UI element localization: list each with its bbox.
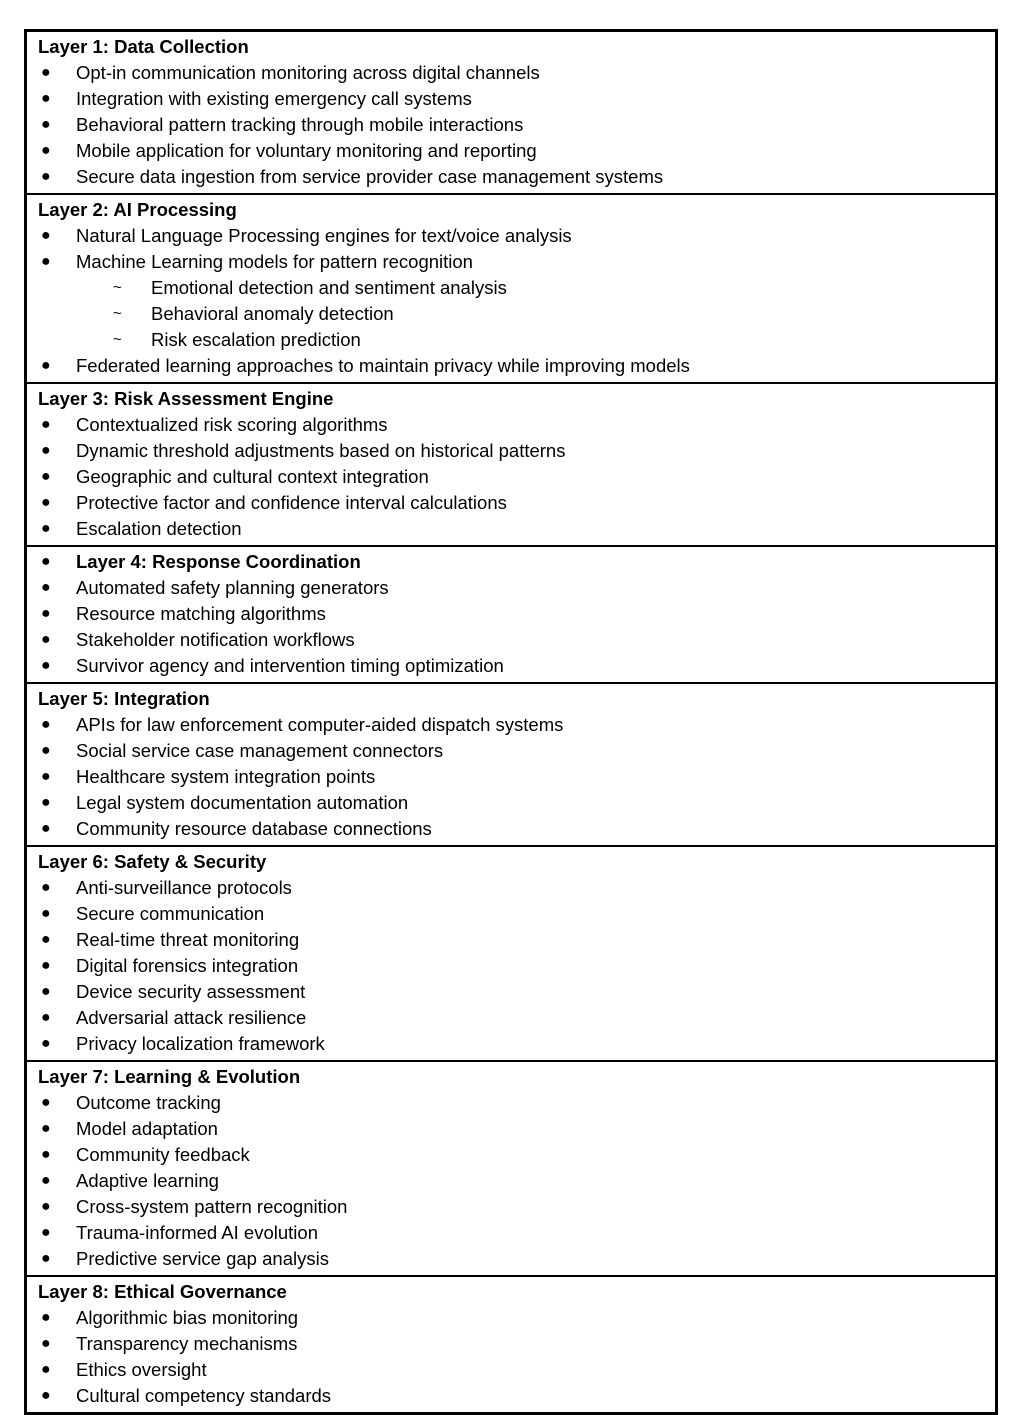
bullet-icon: ●: [41, 1035, 51, 1052]
bullet-icon: ●: [41, 168, 51, 185]
layer-section-6: [27, 845, 995, 1060]
layer-section-2: [27, 193, 995, 382]
bullet-icon: ●: [41, 1361, 51, 1378]
list-item: [27, 1357, 995, 1383]
list-item: [27, 464, 995, 490]
list-item-text: Digital forensics integration: [76, 955, 299, 976]
bullet-icon: ●: [41, 768, 51, 785]
list-item: [27, 1031, 995, 1057]
list-item: [27, 575, 995, 601]
layer-heading-bullet-text: Layer 4: Response Coordination: [76, 551, 361, 572]
layer-section-8: [27, 1275, 995, 1412]
list-item: [27, 60, 995, 86]
bullet-icon: ●: [41, 579, 51, 596]
bullet-icon: ●: [41, 879, 51, 896]
list-item: [27, 627, 995, 653]
list-item-text: Opt-in communication monitoring across digital channels: [76, 62, 540, 83]
list-item-text: Survivor agency and intervention timing optimization: [76, 655, 504, 676]
list-item: [27, 601, 995, 627]
list-item-text: Social service case management connectors: [76, 740, 444, 761]
list-item-text: Natural Language Processing engines for text/voice analysis: [76, 225, 572, 246]
bullet-icon: ●: [41, 1146, 51, 1163]
bullet-icon: ●: [41, 957, 51, 974]
list-item-text: Federated learning approaches to maintain privacy while improving models: [76, 355, 690, 376]
list-item: [27, 738, 995, 764]
list-item: [27, 927, 995, 953]
sub-list-item: [27, 275, 995, 301]
tilde-bullet-icon: ~: [113, 331, 122, 348]
bullet-icon: ●: [41, 1250, 51, 1267]
bullet-icon: ●: [41, 1387, 51, 1404]
tilde-bullet-icon: ~: [113, 305, 122, 322]
bullet-icon: ●: [41, 90, 51, 107]
list-item: [27, 164, 995, 190]
layer-heading: Layer 2: AI Processing: [38, 199, 237, 220]
bullet-icon: ●: [41, 520, 51, 537]
bullet-icon: ●: [41, 64, 51, 81]
list-item-text: Real-time threat monitoring: [76, 929, 300, 950]
bullet-icon: ●: [41, 1224, 51, 1241]
bullet-icon: ●: [41, 253, 51, 270]
list-item: [27, 353, 995, 379]
bullet-icon: ●: [41, 1198, 51, 1215]
list-item-text: Cultural competency standards: [76, 1385, 332, 1406]
list-item-text: Behavioral anomaly detection: [151, 303, 394, 324]
list-item: [27, 249, 995, 275]
list-item-text: Risk escalation prediction: [151, 329, 361, 350]
list-item: [27, 764, 995, 790]
list-item-text: Community feedback: [76, 1144, 250, 1165]
bullet-icon: ●: [41, 820, 51, 837]
list-item: [27, 412, 995, 438]
list-item: [27, 1168, 995, 1194]
list-item: [27, 712, 995, 738]
list-item: [27, 1194, 995, 1220]
bullet-icon: ●: [41, 1094, 51, 1111]
list-item-text: APIs for law enforcement computer-aided dispatch systems: [76, 714, 564, 735]
bullet-icon: ●: [41, 416, 51, 433]
list-item-text: Predictive service gap analysis: [76, 1248, 329, 1269]
list-item-text: Outcome tracking: [76, 1092, 221, 1113]
list-item: [27, 516, 995, 542]
layer-heading: Layer 1: Data Collection: [38, 36, 249, 57]
bullet-icon: ●: [41, 1009, 51, 1026]
bullet-icon: ●: [41, 794, 51, 811]
layer-section-4: [27, 545, 995, 682]
list-item-text: Protective factor and confidence interval calculations: [76, 492, 507, 513]
list-item-text: Behavioral pattern tracking through mobile interactions: [76, 114, 524, 135]
list-item-text: Model adaptation: [76, 1118, 218, 1139]
layer-heading: Layer 8: Ethical Governance: [38, 1281, 287, 1302]
list-item-text: Contextualized risk scoring algorithms: [76, 414, 388, 435]
list-item: [27, 1220, 995, 1246]
bullet-icon: ●: [41, 983, 51, 1000]
bullet-icon: ●: [41, 657, 51, 674]
list-item: [27, 901, 995, 927]
list-item-text: Device security assessment: [76, 981, 306, 1002]
bullet-icon: ●: [41, 1172, 51, 1189]
list-item-text: Geographic and cultural context integration: [76, 466, 429, 487]
bullet-icon: ●: [41, 1309, 51, 1326]
list-item: [27, 138, 995, 164]
list-item: [27, 1305, 995, 1331]
list-item-text: Integration with existing emergency call systems: [76, 88, 472, 109]
list-item: [27, 112, 995, 138]
list-item: [27, 438, 995, 464]
list-item-text: Community resource database connections: [76, 818, 432, 839]
list-item-text: Mobile application for voluntary monitoring and reporting: [76, 140, 537, 161]
tilde-bullet-icon: ~: [113, 279, 122, 296]
layer-section-1: [27, 32, 995, 193]
list-item-text: Stakeholder notification workflows: [76, 629, 355, 650]
list-item: [27, 1331, 995, 1357]
bullet-icon: ●: [41, 716, 51, 733]
bullet-icon: ●: [41, 494, 51, 511]
list-item: [27, 953, 995, 979]
list-item-text: Healthcare system integration points: [76, 766, 376, 787]
list-item: [27, 653, 995, 679]
list-item: [27, 790, 995, 816]
layer-heading: Layer 7: Learning & Evolution: [38, 1066, 301, 1087]
list-item-text: Algorithmic bias monitoring: [76, 1307, 299, 1328]
sub-list-item: [27, 301, 995, 327]
list-item-text: Machine Learning models for pattern recognition: [76, 251, 473, 272]
bullet-icon: ●: [41, 905, 51, 922]
bullet-icon: ●: [41, 742, 51, 759]
list-item: [27, 223, 995, 249]
list-item-text: Dynamic threshold adjustments based on historical patterns: [76, 440, 566, 461]
bullet-icon: ●: [41, 631, 51, 648]
list-item-text: Resource matching algorithms: [76, 603, 326, 624]
layer-heading: Layer 6: Safety & Security: [38, 851, 267, 872]
bullet-icon: ●: [41, 605, 51, 622]
list-item-text: Legal system documentation automation: [76, 792, 409, 813]
list-item: [27, 86, 995, 112]
list-item-text: Escalation detection: [76, 518, 242, 539]
bullet-icon: ●: [41, 1335, 51, 1352]
list-item-text: Secure communication: [76, 903, 265, 924]
bullet-icon: ●: [41, 357, 51, 374]
layer-section-5: [27, 682, 995, 845]
bullet-icon: ●: [41, 931, 51, 948]
list-item: [27, 490, 995, 516]
layer-heading: Layer 3: Risk Assessment Engine: [38, 388, 334, 409]
list-item-text: Ethics oversight: [76, 1359, 207, 1380]
bullet-icon: ●: [41, 116, 51, 133]
list-item: [27, 875, 995, 901]
list-item: [27, 1005, 995, 1031]
list-item: [27, 1246, 995, 1272]
bullet-icon: ●: [41, 468, 51, 485]
bullet-icon: ●: [41, 442, 51, 459]
list-item-text: Automated safety planning generators: [76, 577, 389, 598]
layers-table: [24, 29, 998, 1415]
layer-section-7: [27, 1060, 995, 1275]
list-item: [27, 1116, 995, 1142]
list-item: [27, 816, 995, 842]
list-item-text: Privacy localization framework: [76, 1033, 325, 1054]
layer-heading: Layer 5: Integration: [38, 688, 210, 709]
list-item-text: Emotional detection and sentiment analysis: [151, 277, 507, 298]
list-item: [27, 1383, 995, 1409]
list-item-text: Trauma-informed AI evolution: [76, 1222, 318, 1243]
list-item: [27, 1142, 995, 1168]
sub-list-item: [27, 327, 995, 353]
list-item-text: Transparency mechanisms: [76, 1333, 298, 1354]
list-item-text: Adversarial attack resilience: [76, 1007, 307, 1028]
bullet-icon: ●: [41, 1120, 51, 1137]
list-item: [27, 1090, 995, 1116]
list-item: [27, 979, 995, 1005]
list-item-text: Cross-system pattern recognition: [76, 1196, 348, 1217]
bullet-icon: ●: [41, 142, 51, 159]
bullet-icon: ●: [41, 227, 51, 244]
list-item-text: Adaptive learning: [76, 1170, 219, 1191]
list-item-text: Anti-surveillance protocols: [76, 877, 292, 898]
list-item: [27, 549, 995, 575]
layer-section-3: [27, 382, 995, 545]
bullet-icon: ●: [41, 553, 51, 570]
list-item-text: Secure data ingestion from service provider case management systems: [76, 166, 664, 187]
